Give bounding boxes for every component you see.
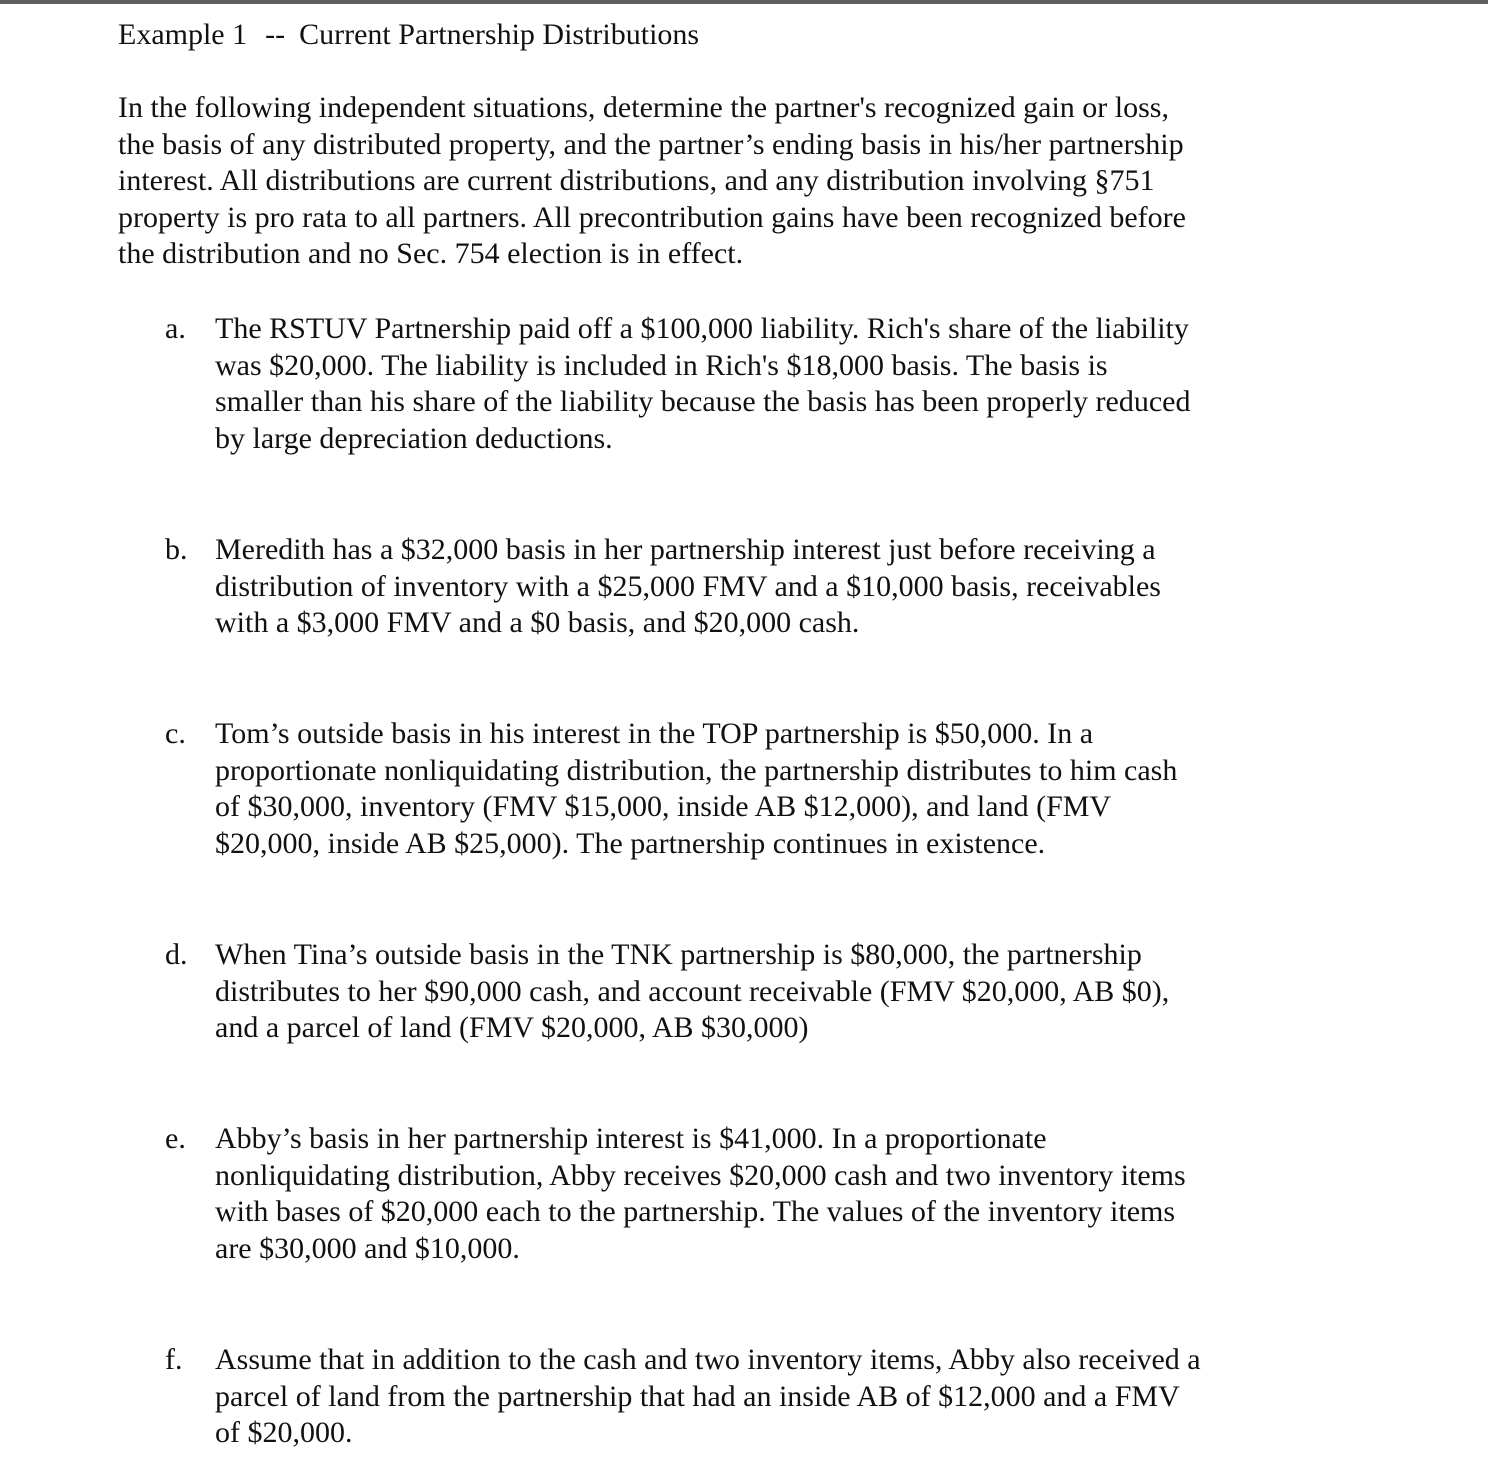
instructions-line: the basis of any distributed property, and the partner’s ending basis in his/her partnership <box>118 127 1184 161</box>
problem-letter: a. <box>165 312 186 345</box>
example-title-separator: -- <box>265 18 286 51</box>
instructions-line: the distribution and no Sec. 754 election is in effect. <box>118 237 744 270</box>
instructions-line: In the following independent situations, determine the partner's recognized gain or loss, <box>118 91 1169 124</box>
problem-line: proportionate nonliquidating distribution, the partnership distributes to him cash <box>215 753 1178 787</box>
problem-text <box>215 1342 1325 1452</box>
problem-text <box>215 532 1325 642</box>
problem-line: smaller than his share of the liability because the basis has been properly reduced <box>215 385 1191 418</box>
problem-line: of $30,000, inventory (FMV $15,000, inside AB $12,000), and land (FMV <box>215 790 1112 823</box>
problem-line: of $20,000. <box>215 1416 353 1449</box>
problem-line: Tom’s outside basis in his interest in the TOP partnership is $50,000. In a <box>215 717 1094 750</box>
problem-letter: f. <box>165 1343 183 1376</box>
problem-text <box>215 1121 1325 1267</box>
problem-line: with bases of $20,000 each to the partnership. The values of the inventory items <box>215 1195 1176 1228</box>
problem-line: distributes to her $90,000 cash, and account receivable (FMV $20,000, AB $0), <box>215 974 1170 1008</box>
problem-line: nonliquidating distribution, Abby receives $20,000 cash and two inventory items <box>215 1158 1186 1192</box>
problem-line: Assume that in addition to the cash and two inventory items, Abby also received a <box>215 1343 1201 1376</box>
problem-line: When Tina’s outside basis in the TNK partnership is $80,000, the partnership <box>215 938 1142 971</box>
window-top-border <box>0 0 1488 4</box>
problem-line: distribution of inventory with a $25,000 FMV and a $10,000 basis, receivables <box>215 569 1161 603</box>
problem-letter: c. <box>165 717 186 750</box>
problem-line: The RSTUV Partnership paid off a $100,000 liability. Rich's share of the liability <box>215 312 1189 345</box>
example-title-topic: Current Partnership Distributions <box>299 18 700 51</box>
problem-text <box>215 937 1325 1047</box>
problem-line: was $20,000. The liability is included in Rich's $18,000 basis. The basis is <box>215 348 1108 382</box>
problem-line: and a parcel of land (FMV $20,000, AB $30,000) <box>215 1011 809 1044</box>
problem-line: are $30,000 and $10,000. <box>215 1231 520 1265</box>
problem-letter: e. <box>165 1122 186 1155</box>
problem-line: Meredith has a $32,000 basis in her partnership interest just before receiving a <box>215 533 1156 566</box>
example-title <box>118 15 699 55</box>
problem-line: by large depreciation deductions. <box>215 421 613 455</box>
problem-line: $20,000, inside AB $25,000). The partnership continues in existence. <box>215 826 1046 860</box>
instructions-paragraph <box>118 90 1318 273</box>
problem-line: parcel of land from the partnership that had an inside AB of $12,000 and a FMV <box>215 1379 1180 1413</box>
problem-line: with a $3,000 FMV and a $0 basis, and $20,000 cash. <box>215 606 860 639</box>
instructions-line: property is pro rata to all partners. All precontribution gains have been recognized before <box>118 200 1186 234</box>
problem-letter: b. <box>165 533 188 566</box>
problem-letter: d. <box>165 938 188 971</box>
example-title-label: Example 1 <box>118 18 248 51</box>
problem-text <box>215 311 1325 457</box>
instructions-line: interest. All distributions are current distributions, and any distribution involving §751 <box>118 164 1155 197</box>
problem-text <box>215 716 1325 862</box>
problem-line: Abby’s basis in her partnership interest is $41,000. In a proportionate <box>215 1122 1047 1155</box>
